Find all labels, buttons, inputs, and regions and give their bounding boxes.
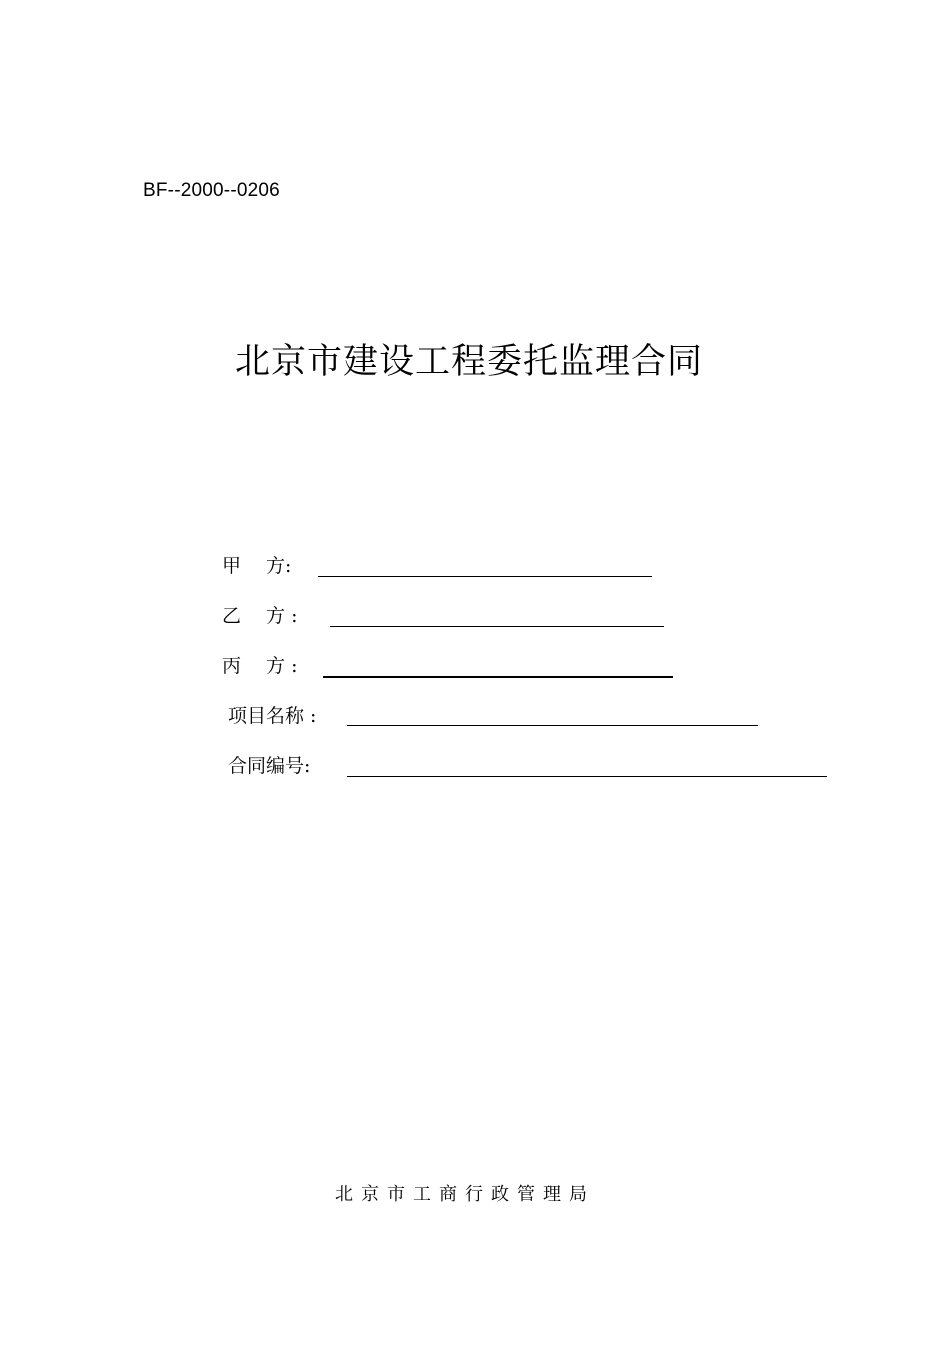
- contract-number-field[interactable]: [347, 776, 827, 777]
- project-name-field[interactable]: [347, 725, 758, 726]
- party-a-row: [0, 551, 950, 581]
- party-a-label: 甲 方:: [222, 555, 292, 577]
- document-title-text: 北京市建设工程委托监理合同: [234, 342, 703, 382]
- document-title: [0, 334, 950, 384]
- issuer-footer: [0, 1180, 950, 1206]
- party-b-field[interactable]: [330, 626, 664, 627]
- party-b-label: 乙 方 :: [222, 605, 298, 627]
- party-c-field[interactable]: [323, 676, 673, 678]
- issuer-name: 北京市工商行政管理局: [335, 1184, 595, 1205]
- party-b-row: [0, 601, 950, 631]
- form-code: BF--2000--0206: [143, 180, 280, 201]
- party-c-label: 丙 方 :: [222, 655, 298, 677]
- project-name-label: 项目名称 :: [228, 705, 317, 727]
- contract-number-label: 合同编号:: [228, 755, 311, 777]
- party-a-field[interactable]: [318, 576, 652, 577]
- party-c-row: [0, 651, 950, 681]
- contract-number-row: [0, 751, 950, 781]
- project-name-row: [0, 701, 950, 731]
